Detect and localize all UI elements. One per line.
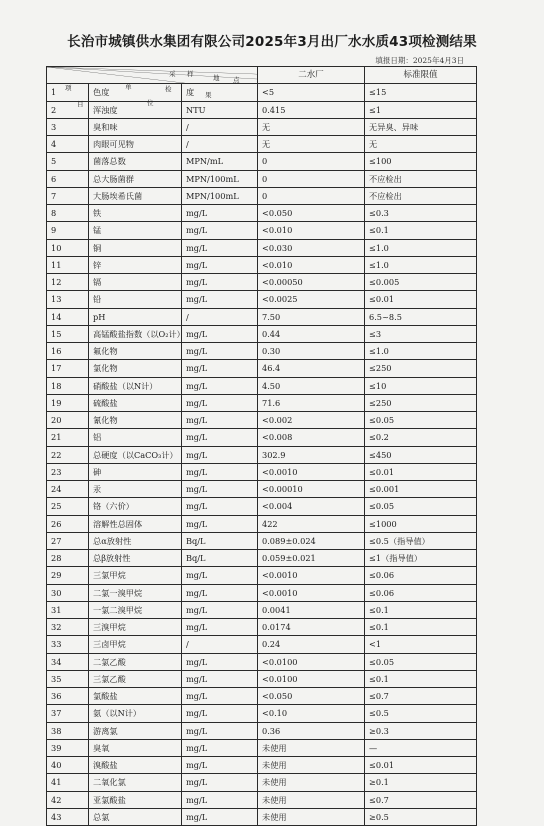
unit: /: [182, 118, 258, 135]
standard-limit: ≤1.0: [365, 256, 477, 273]
item-name: 总大肠菌群: [89, 170, 182, 187]
row-number: 24: [47, 481, 89, 498]
table-row: [47, 791, 477, 808]
row-number: 26: [47, 515, 89, 532]
measured-value: 0: [258, 187, 365, 204]
standard-limit: ≤0.01: [365, 291, 477, 308]
table-row: [47, 291, 477, 308]
measured-value: <0.050: [258, 205, 365, 222]
measured-value: 422: [258, 515, 365, 532]
results-table: [46, 66, 477, 826]
standard-limit: ≤1.0: [365, 343, 477, 360]
header-label-dian: 点: [233, 76, 240, 84]
measured-value: <0.010: [258, 222, 365, 239]
table-row: [47, 343, 477, 360]
measured-value: 未使用: [258, 774, 365, 791]
row-number: 30: [47, 584, 89, 601]
standard-limit: ≤250: [365, 360, 477, 377]
table-row: [47, 636, 477, 653]
standard-limit: ≤0.05: [365, 498, 477, 515]
item-name: 总β放射性: [89, 550, 182, 567]
table-row: [47, 308, 477, 325]
table-row: [47, 584, 477, 601]
table-row: [47, 118, 477, 135]
table-row: [47, 567, 477, 584]
row-number: 28: [47, 550, 89, 567]
item-name: 臭氧: [89, 739, 182, 756]
results-body: [47, 84, 477, 826]
row-number: 35: [47, 670, 89, 687]
standard-limit: ≤0.2: [365, 429, 477, 446]
row-number: 17: [47, 360, 89, 377]
table-row: [47, 205, 477, 222]
table-row: [47, 377, 477, 394]
item-name: 硝酸盐（以N计）: [89, 377, 182, 394]
unit: mg/L: [182, 584, 258, 601]
standard-limit: ≤0.7: [365, 688, 477, 705]
unit: /: [182, 636, 258, 653]
table-row: [47, 619, 477, 636]
table-row: [47, 739, 477, 756]
standard-limit: ≤0.01: [365, 757, 477, 774]
measured-value: 0.0041: [258, 601, 365, 618]
item-name: 总氯: [89, 808, 182, 825]
measured-value: 302.9: [258, 446, 365, 463]
measured-value: <0.0025: [258, 291, 365, 308]
measured-value: 0: [258, 153, 365, 170]
standard-limit: ≤100: [365, 153, 477, 170]
row-number: 32: [47, 619, 89, 636]
item-name: 溶解性总固体: [89, 515, 182, 532]
standard-limit: ≤0.005: [365, 274, 477, 291]
item-name: 镉: [89, 274, 182, 291]
measured-value: 0.089±0.024: [258, 532, 365, 549]
item-name: 亚氯酸盐: [89, 791, 182, 808]
unit: /: [182, 136, 258, 153]
measured-value: 0.36: [258, 722, 365, 739]
standard-limit: ≤0.5（指导值）: [365, 532, 477, 549]
table-row: [47, 722, 477, 739]
row-number: 23: [47, 463, 89, 480]
row-number: 31: [47, 601, 89, 618]
measured-value: 71.6: [258, 394, 365, 411]
table-row: [47, 394, 477, 411]
standard-limit: ≤0.06: [365, 567, 477, 584]
standard-limit: ≤0.001: [365, 481, 477, 498]
measured-value: <0.0010: [258, 567, 365, 584]
unit: mg/L: [182, 705, 258, 722]
item-name: 臭和味: [89, 118, 182, 135]
item-name: 铁: [89, 205, 182, 222]
unit: mg/L: [182, 205, 258, 222]
header-label-jian: 检: [165, 85, 172, 93]
table-row: [47, 532, 477, 549]
row-number: 29: [47, 567, 89, 584]
table-row: [47, 84, 477, 101]
item-name: 铜: [89, 239, 182, 256]
standard-limit: ≤10: [365, 377, 477, 394]
standard-limit: ≤0.1: [365, 601, 477, 618]
row-number: 14: [47, 308, 89, 325]
measured-value: 未使用: [258, 757, 365, 774]
row-number: 42: [47, 791, 89, 808]
measured-value: 未使用: [258, 791, 365, 808]
unit: mg/L: [182, 429, 258, 446]
item-name: 游离氯: [89, 722, 182, 739]
unit: mg/L: [182, 653, 258, 670]
plant-column-header: 二水厂: [258, 67, 365, 84]
unit: mg/L: [182, 688, 258, 705]
row-number: 4: [47, 136, 89, 153]
standard-limit: ≤0.01: [365, 463, 477, 480]
table-row: [47, 170, 477, 187]
row-number: 37: [47, 705, 89, 722]
unit: mg/L: [182, 722, 258, 739]
item-name: 色度: [89, 84, 182, 101]
unit: mg/L: [182, 670, 258, 687]
row-number: 6: [47, 170, 89, 187]
measured-value: <0.10: [258, 705, 365, 722]
fill-date: 填报日期：2025年4月3日: [375, 56, 464, 65]
unit: mg/L: [182, 256, 258, 273]
row-number: 18: [47, 377, 89, 394]
unit: mg/L: [182, 412, 258, 429]
unit: mg/L: [182, 394, 258, 411]
item-name: pH: [89, 308, 182, 325]
table-row: [47, 498, 477, 515]
row-number: 20: [47, 412, 89, 429]
unit: mg/L: [182, 222, 258, 239]
table-row: [47, 222, 477, 239]
table-row: [47, 705, 477, 722]
item-name: 氯酸盐: [89, 688, 182, 705]
header-label-dan: 单: [125, 83, 132, 91]
unit: mg/L: [182, 377, 258, 394]
unit: mg/L: [182, 791, 258, 808]
standard-limit: ≤0.1: [365, 222, 477, 239]
unit: MPN/100mL: [182, 170, 258, 187]
standard-limit: ≤1.0: [365, 239, 477, 256]
measured-value: <0.0100: [258, 653, 365, 670]
row-number: 25: [47, 498, 89, 515]
row-number: 34: [47, 653, 89, 670]
table-row: [47, 653, 477, 670]
item-name: 氨（以N计）: [89, 705, 182, 722]
unit: mg/L: [182, 567, 258, 584]
item-name: 三溴甲烷: [89, 619, 182, 636]
standard-limit: ≤0.3: [365, 205, 477, 222]
item-name: 浑浊度: [89, 101, 182, 118]
standard-limit: ≤1000: [365, 515, 477, 532]
table-row: [47, 412, 477, 429]
table-row: [47, 774, 477, 791]
unit: mg/L: [182, 498, 258, 515]
unit: mg/L: [182, 515, 258, 532]
row-number: 19: [47, 394, 89, 411]
measured-value: <0.0010: [258, 463, 365, 480]
table-row: [47, 481, 477, 498]
item-name: 溴酸盐: [89, 757, 182, 774]
item-name: 三氯乙酸: [89, 670, 182, 687]
item-name: 肉眼可见物: [89, 136, 182, 153]
row-number: 12: [47, 274, 89, 291]
diagonal-lines: [47, 67, 257, 83]
table-row: [47, 515, 477, 532]
unit: 度: [182, 84, 258, 101]
unit: mg/L: [182, 601, 258, 618]
unit: Bq/L: [182, 532, 258, 549]
measured-value: <0.030: [258, 239, 365, 256]
table-row: [47, 463, 477, 480]
row-number: 10: [47, 239, 89, 256]
measured-value: 0.24: [258, 636, 365, 653]
table-row: [47, 136, 477, 153]
item-name: 锌: [89, 256, 182, 273]
unit: mg/L: [182, 757, 258, 774]
standard-limit: ≤0.5: [365, 705, 477, 722]
row-number: 43: [47, 808, 89, 825]
table-row: [47, 187, 477, 204]
header-label-yang: 样: [187, 70, 194, 78]
table-row: [47, 446, 477, 463]
item-name: 总α放射性: [89, 532, 182, 549]
item-name: 大肠埃希氏菌: [89, 187, 182, 204]
header-label-mu: 目: [77, 100, 84, 108]
unit: mg/L: [182, 463, 258, 480]
table-row: [47, 808, 477, 825]
item-name: 硫酸盐: [89, 394, 182, 411]
row-number: 1: [47, 84, 89, 101]
standard-limit: ≤0.1: [365, 670, 477, 687]
item-name: 高锰酸盐指数（以O₂计）: [89, 325, 182, 342]
measured-value: 46.4: [258, 360, 365, 377]
row-number: 16: [47, 343, 89, 360]
unit: mg/L: [182, 274, 258, 291]
item-name: 一氯二溴甲烷: [89, 601, 182, 618]
row-number: 33: [47, 636, 89, 653]
measured-value: <0.008: [258, 429, 365, 446]
table-row: [47, 670, 477, 687]
measured-value: 无: [258, 118, 365, 135]
report-title: 长治市城镇供水集团有限公司2025年3月出厂水水质43项检测结果: [67, 34, 477, 50]
measured-value: <5: [258, 84, 365, 101]
row-number: 13: [47, 291, 89, 308]
row-number: 41: [47, 774, 89, 791]
standard-limit: 无异臭、异味: [365, 118, 477, 135]
unit: /: [182, 308, 258, 325]
measured-value: 0.415: [258, 101, 365, 118]
header-label-cai: 采: [169, 70, 176, 78]
unit: mg/L: [182, 343, 258, 360]
item-name: 二氯一溴甲烷: [89, 584, 182, 601]
table-row: [47, 274, 477, 291]
unit: MPN/100mL: [182, 187, 258, 204]
standard-limit: ≤0.05: [365, 653, 477, 670]
measured-value: <0.050: [258, 688, 365, 705]
standard-limit: <1: [365, 636, 477, 653]
item-name: 铅: [89, 291, 182, 308]
measured-value: <0.002: [258, 412, 365, 429]
header-label-xiang: 项: [65, 84, 72, 92]
measured-value: 0.059±0.021: [258, 550, 365, 567]
item-name: 汞: [89, 481, 182, 498]
item-name: 氯化物: [89, 360, 182, 377]
measured-value: 4.50: [258, 377, 365, 394]
standard-limit: ≤0.06: [365, 584, 477, 601]
row-number: 8: [47, 205, 89, 222]
unit: mg/L: [182, 360, 258, 377]
measured-value: 0.30: [258, 343, 365, 360]
item-name: 三卤甲烷: [89, 636, 182, 653]
measured-value: <0.0100: [258, 670, 365, 687]
standard-limit: ≤450: [365, 446, 477, 463]
row-number: 11: [47, 256, 89, 273]
item-name: 铝: [89, 429, 182, 446]
table-row: [47, 256, 477, 273]
measured-value: 未使用: [258, 808, 365, 825]
item-name: 氰化物: [89, 412, 182, 429]
unit: NTU: [182, 101, 258, 118]
measured-value: 0.0174: [258, 619, 365, 636]
table-row: [47, 325, 477, 342]
table-row: [47, 601, 477, 618]
row-number: 15: [47, 325, 89, 342]
measured-value: 未使用: [258, 739, 365, 756]
row-number: 27: [47, 532, 89, 549]
unit: mg/L: [182, 325, 258, 342]
table-row: [47, 360, 477, 377]
table-row: [47, 101, 477, 118]
standard-limit: ≥0.1: [365, 774, 477, 791]
standard-limit: ≤0.05: [365, 412, 477, 429]
standard-limit: ≤0.7: [365, 791, 477, 808]
unit: mg/L: [182, 808, 258, 825]
row-number: 2: [47, 101, 89, 118]
table-row: [47, 153, 477, 170]
standard-limit: ≤0.1: [365, 619, 477, 636]
standard-limit: ≤250: [365, 394, 477, 411]
item-name: 铬（六价）: [89, 498, 182, 515]
row-number: 40: [47, 757, 89, 774]
measured-value: <0.00050: [258, 274, 365, 291]
item-name: 二氧化氯: [89, 774, 182, 791]
row-number: 21: [47, 429, 89, 446]
row-number: 38: [47, 722, 89, 739]
header-label-wei: 位: [147, 99, 154, 107]
unit: mg/L: [182, 774, 258, 791]
measured-value: 无: [258, 136, 365, 153]
row-number: 39: [47, 739, 89, 756]
unit: Bq/L: [182, 550, 258, 567]
row-number: 22: [47, 446, 89, 463]
row-number: 7: [47, 187, 89, 204]
table-row: [47, 239, 477, 256]
item-name: 氟化物: [89, 343, 182, 360]
measured-value: 0.44: [258, 325, 365, 342]
row-number: 36: [47, 688, 89, 705]
standard-limit: ≥0.3: [365, 722, 477, 739]
measured-value: <0.0010: [258, 584, 365, 601]
standard-limit: ≥0.5: [365, 808, 477, 825]
unit: MPN/mL: [182, 153, 258, 170]
limit-column-header: 标准限值: [365, 67, 477, 84]
standard-limit: —: [365, 739, 477, 756]
measured-value: <0.010: [258, 256, 365, 273]
header-label-di: 地: [213, 74, 220, 82]
table-row: [47, 688, 477, 705]
standard-limit: ≤3: [365, 325, 477, 342]
standard-limit: ≤1（指导值）: [365, 550, 477, 567]
item-name: 菌落总数: [89, 153, 182, 170]
header-row: [47, 67, 477, 84]
table-row: [47, 429, 477, 446]
item-name: 总硬度（以CaCO₃计）: [89, 446, 182, 463]
measured-value: 0: [258, 170, 365, 187]
unit: mg/L: [182, 239, 258, 256]
row-number: 5: [47, 153, 89, 170]
table-row: [47, 550, 477, 567]
standard-limit: 不应检出: [365, 170, 477, 187]
unit: mg/L: [182, 739, 258, 756]
item-name: 二氯乙酸: [89, 653, 182, 670]
row-number: 9: [47, 222, 89, 239]
standard-limit: ≤1: [365, 101, 477, 118]
header-label-guo: 果: [205, 91, 212, 99]
standard-limit: 6.5~8.5: [365, 308, 477, 325]
unit: mg/L: [182, 619, 258, 636]
standard-limit: 无: [365, 136, 477, 153]
item-name: 锰: [89, 222, 182, 239]
unit: mg/L: [182, 291, 258, 308]
table-row: [47, 757, 477, 774]
row-number: 3: [47, 118, 89, 135]
item-name: 三氯甲烷: [89, 567, 182, 584]
measured-value: 7.50: [258, 308, 365, 325]
unit: mg/L: [182, 481, 258, 498]
standard-limit: 不应检出: [365, 187, 477, 204]
item-name: 砷: [89, 463, 182, 480]
standard-limit: ≤15: [365, 84, 477, 101]
measured-value: <0.00010: [258, 481, 365, 498]
measured-value: <0.004: [258, 498, 365, 515]
unit: mg/L: [182, 446, 258, 463]
